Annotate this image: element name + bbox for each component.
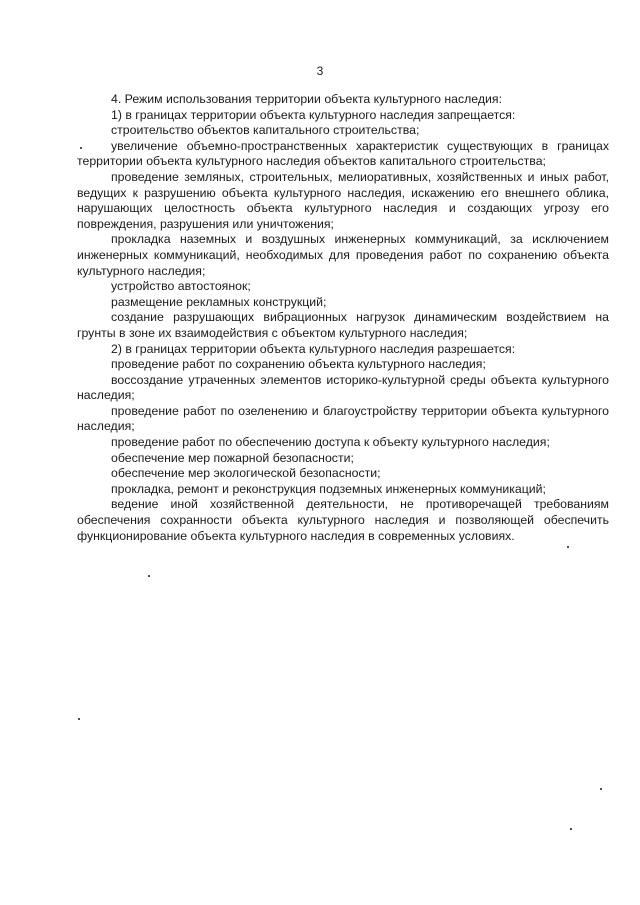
list-item: устройство автостоянок; [111, 279, 251, 294]
list-item: обеспечение мер экологической безопасности; [111, 466, 381, 481]
scan-speck [570, 828, 572, 830]
list-item: проведение работ по обеспечению доступа к объекту культурного наследия; [111, 435, 550, 450]
list-item: ведение иной хозяйственной деятельности, не противоречащей требованиям обеспечения сохранности объекта культурного наследия и позволяющей обеспечить функционирование объекта культурного наследия в современных условиях. [77, 497, 609, 543]
subsection-permitted: 2) в границах территории объекта культурного наследия разрешается: [111, 341, 516, 356]
list-item: строительство объектов капитального строительства; [111, 123, 420, 138]
list-item: проведение работ по сохранению объекта культурного наследия; [111, 357, 486, 372]
scan-speck [600, 788, 602, 790]
list-item: прокладка наземных и воздушных инженерных коммуникаций, за исключением инженерных коммуникаций, необходимых для проведения работ по сохранению объекта культурного наследия; [77, 232, 609, 278]
scan-speck [148, 575, 150, 577]
list-item: воссоздание утраченных элементов историко-культурной среды объекта культурного наследия; [77, 372, 609, 403]
scan-speck [567, 546, 569, 548]
page-number: 3 [316, 64, 324, 78]
list-item: прокладка, ремонт и реконструкция подземных инженерных коммуникаций; [111, 481, 546, 496]
list-item: проведение работ по озеленению и благоустройству территории объекта культурного наследия; [77, 403, 609, 434]
subsection-prohibited: 1) в границах территории объекта культурного наследия запрещается: [111, 107, 516, 122]
scan-speck [80, 147, 82, 149]
list-item: размещение рекламных конструкций; [111, 294, 327, 309]
section-heading: 4. Режим использования территории объекта культурного наследия: [111, 92, 502, 106]
scan-speck [78, 718, 80, 720]
list-item: увеличение объемно-пространственных характеристик существующих в границах территории объекта культурного наследия объектов капитального строительства; [77, 138, 609, 169]
list-item: создание разрушающих вибрационных нагрузок динамическим воздействием на грунты в зоне их взаимодействия с объектом культурного наследия; [77, 310, 609, 340]
document-body [77, 92, 609, 544]
list-item: проведение земляных, строительных, мелиоративных, хозяйственных и иных работ, ведущих к разрушению объекта культурного наследия, искажению его внешнего облика, нарушающих целостность объекта культурного наследия и создающих угрозу его повреждения, разрушения или уничтожения; [77, 169, 609, 231]
list-item: обеспечение мер пожарной безопасности; [111, 450, 354, 465]
